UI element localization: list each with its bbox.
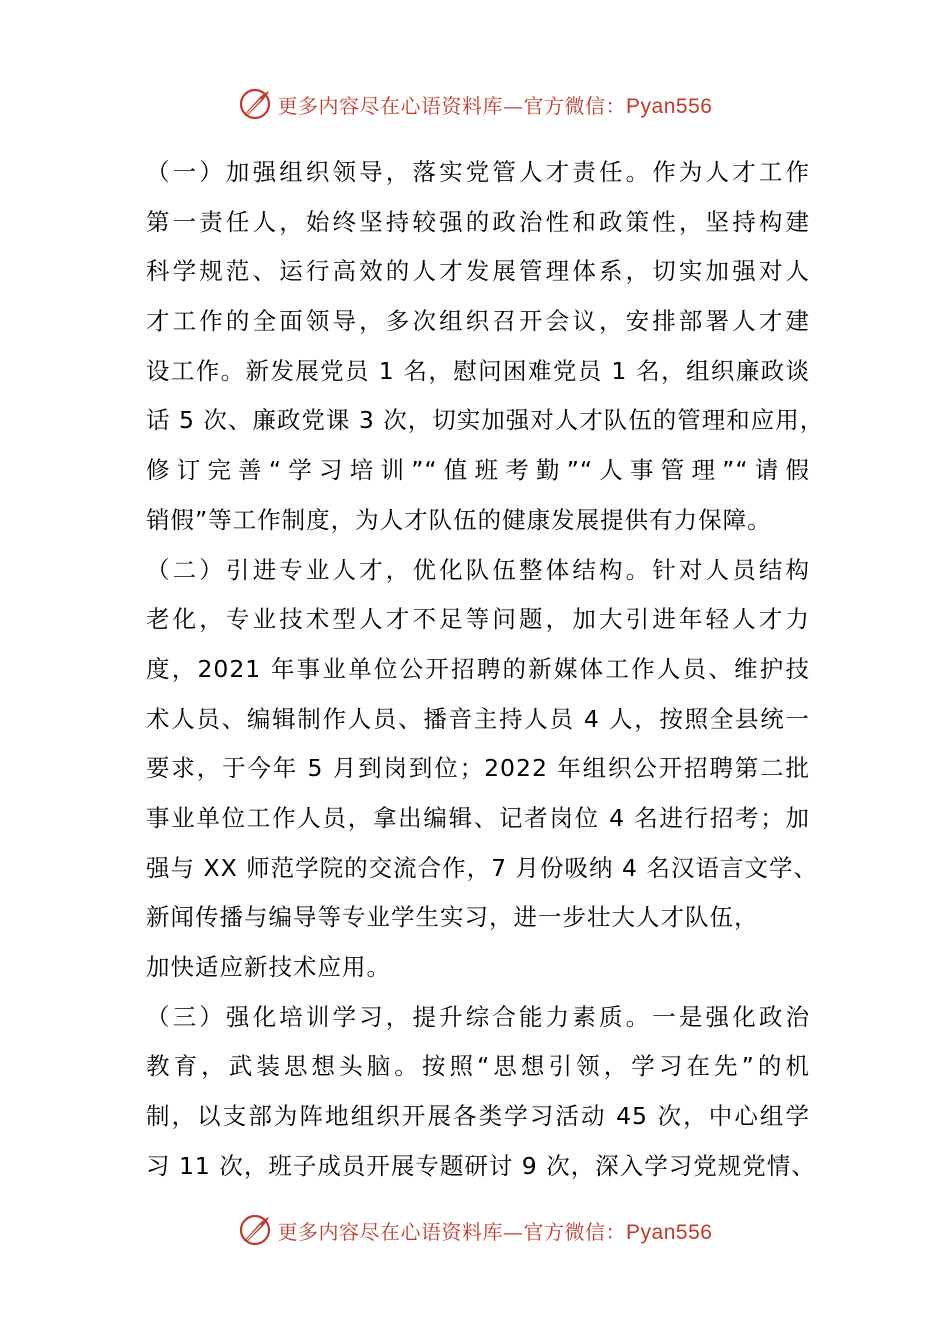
watermark-prefix: 更多内容尽在心语资料库—官方微信： bbox=[277, 1219, 627, 1244]
text-line: 设工作。新发展党员 1 名，慰问困难党员 1 名，组织廉政谈 bbox=[146, 356, 810, 385]
text-line: 教育，武装思想头脑。按照“思想引领，学习在先”的机 bbox=[146, 1052, 810, 1081]
watermark-header bbox=[0, 84, 950, 124]
watermark-wechat-id: Pyan556 bbox=[626, 94, 713, 118]
text-line: 话 5 次、廉政党课 3 次，切实加强对人才队伍的管理和应用， bbox=[146, 406, 825, 435]
text-line: （二）引进专业人才，优化队伍整体结构。针对人员结构 bbox=[146, 555, 810, 584]
quill-logo-icon bbox=[238, 1213, 272, 1247]
watermark-wechat-id: Pyan556 bbox=[626, 1220, 713, 1244]
text-line: 制，以支部为阵地组织开展各类学习活动 45 次，中心组学 bbox=[146, 1102, 810, 1131]
text-line: 老化，专业技术型人才不足等问题，加大引进年轻人才力 bbox=[146, 605, 810, 634]
text-line: 销假”等工作制度，为人才队伍的健康发展提供有力保障。 bbox=[146, 505, 772, 534]
text-line: 第一责任人，始终坚持较强的政治性和政策性，坚持构建 bbox=[146, 207, 810, 236]
text-line: 术人员、编辑制作人员、播音主持人员 4 人，按照全县统一 bbox=[146, 704, 810, 733]
text-line: 度，2021 年事业单位公开招聘的新媒体工作人员、维护技 bbox=[146, 654, 810, 683]
text-line: （三）强化培训学习，提升综合能力素质。一是强化政治 bbox=[146, 1002, 810, 1031]
text-line: 加快适应新技术应用。 bbox=[146, 953, 391, 981]
quill-logo-icon bbox=[238, 87, 272, 121]
watermark-prefix: 更多内容尽在心语资料库—官方微信： bbox=[277, 93, 627, 118]
text-line: 事业单位工作人员，拿出编辑、记者岗位 4 名进行招考；加 bbox=[146, 803, 810, 832]
watermark-text bbox=[278, 1216, 713, 1245]
document-body bbox=[146, 148, 825, 1191]
text-line: 新闻传播与编导等专业学生实习，进一步壮大人才队伍， bbox=[146, 903, 759, 932]
text-line: 强与 XX 师范学院的交流合作，7 月份吸纳 4 名汉语言文学、 bbox=[146, 853, 818, 882]
text-line: 才工作的全面领导，多次组织召开会议，安排部署人才建 bbox=[146, 307, 810, 336]
text-line: （一）加强组织领导，落实党管人才责任。作为人才工作 bbox=[146, 158, 810, 186]
text-line: 要求，于今年 5 月到岗到位；2022 年组织公开招聘第二批 bbox=[146, 754, 810, 783]
text-line: 科学规范、运行高效的人才发展管理体系，切实加强对人 bbox=[146, 257, 810, 286]
paragraph-3 bbox=[146, 993, 816, 1192]
watermark-footer bbox=[0, 1210, 950, 1250]
text-line: 修订完善“学习培训”“值班考勤”“人事管理”“请假 bbox=[146, 456, 810, 485]
paragraph-2 bbox=[146, 546, 818, 993]
watermark-text bbox=[278, 90, 713, 119]
paragraph-1 bbox=[146, 148, 825, 546]
text-line: 习 11 次，班子成员开展专题研讨 9 次，深入学习党规党情、 bbox=[146, 1151, 816, 1180]
